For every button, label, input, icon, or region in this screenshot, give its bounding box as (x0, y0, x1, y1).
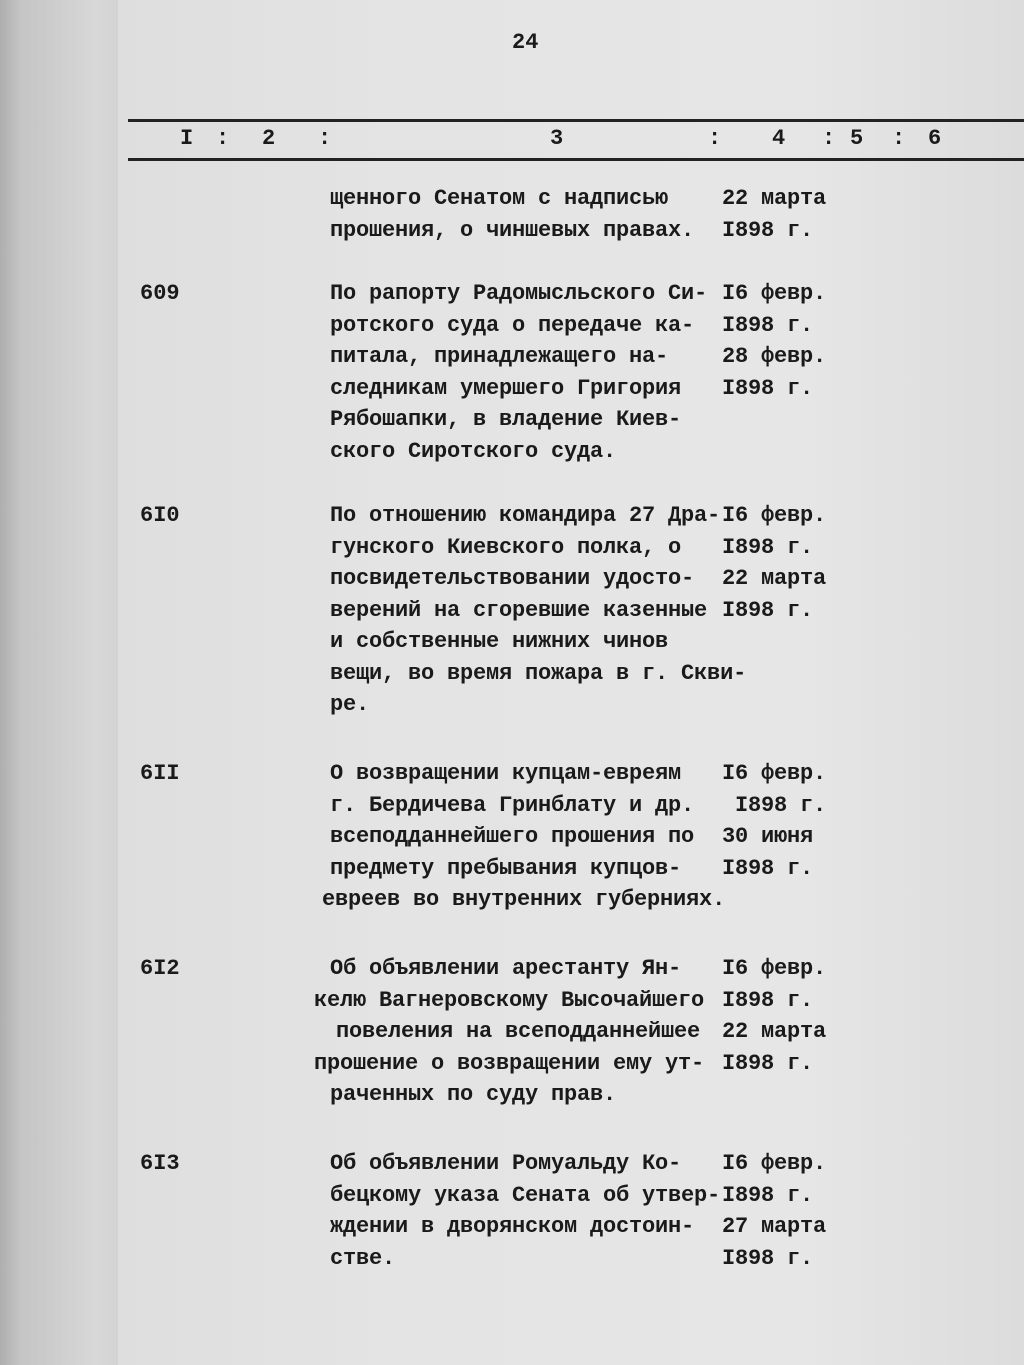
entry-date: I6 февр. (722, 1151, 827, 1176)
column-separator: : (216, 126, 230, 151)
entry-date: I898 г. (722, 217, 814, 243)
entry-description: бецкому указа Сената об утвер- (330, 1182, 721, 1208)
entry-description: стве. (330, 1245, 396, 1271)
entry-date: I6 февр. (722, 281, 827, 306)
column-header: 4 (772, 126, 786, 151)
entry-date: I898 г. (722, 1050, 814, 1076)
entry-date: 22 марта (722, 186, 827, 211)
entry-description: щенного Сенатом с надписью (330, 186, 669, 211)
entry-date: I898 г. (722, 534, 814, 560)
entry-date: I898 г. (722, 855, 814, 881)
entry-date: 22 марта (722, 566, 827, 591)
entry-date: I6 февр. (722, 761, 827, 786)
entry-description: Рябошапки, в владение Киев- (330, 407, 682, 432)
entry-date: I898 г. (722, 792, 827, 818)
header-top-rule (128, 119, 1024, 122)
entry-date: I898 г. (722, 1182, 814, 1208)
entry-description: ре. (330, 692, 370, 717)
entry-date: I898 г. (722, 375, 814, 401)
entry-date: 27 марта (722, 1214, 827, 1239)
entry-description: посвидетельствовании удосто- (330, 566, 695, 591)
entry-date: I898 г. (722, 312, 814, 338)
entry-date: I898 г. (722, 1245, 814, 1271)
entry-description: ротского суда о передаче ка- (330, 312, 695, 338)
entry-description: верений на сгоревшие казенные (330, 597, 708, 623)
page-number: 24 (512, 30, 539, 55)
entry-description: прошения, о чиншевых правах. (330, 217, 695, 243)
entry-description: следникам умершего Григория (330, 375, 682, 401)
entry-description: г. Бердичева Гринблату и др. (330, 792, 695, 818)
entry-description: и собственные нижних чинов (330, 629, 669, 654)
entry-description: Об объявлении арестанту Ян- (330, 956, 682, 981)
column-separator: : (892, 126, 906, 151)
column-header: I (180, 126, 194, 151)
column-separator: : (318, 126, 332, 151)
entry-number: 6I2 (140, 956, 180, 981)
column-separator: : (708, 126, 722, 151)
column-header: 5 (850, 126, 864, 151)
entry-description: всеподданнейшего прошения по (330, 824, 695, 849)
entry-description: предмету пребывания купцов- (330, 855, 682, 881)
entry-description: прошение о возвращении ему ут- (314, 1050, 705, 1076)
entry-description: Об объявлении Ромуальду Ко- (330, 1151, 682, 1176)
entry-description: повеления на всеподданнейшее (336, 1019, 701, 1044)
column-header: 2 (262, 126, 276, 151)
entry-description: келю Вагнеровскому Высочайшего (314, 987, 705, 1013)
entry-number: 6I3 (140, 1151, 180, 1176)
column-header: 6 (928, 126, 942, 151)
entry-description: По рапорту Радомысльского Си- (330, 281, 708, 306)
entry-number: 6I0 (140, 503, 180, 528)
header-bottom-rule (128, 158, 1024, 161)
entry-description: гунского Киевского полка, о (330, 534, 682, 560)
entry-description: О возвращении купцам-евреям (330, 761, 682, 786)
entry-number: 609 (140, 281, 180, 306)
entry-description: ждении в дворянском достоин- (330, 1214, 695, 1239)
entry-date: I898 г. (722, 597, 814, 623)
entry-date: I6 февр. (722, 956, 827, 981)
entry-description: евреев во внутренних губерниях. (322, 887, 726, 912)
entry-description: вещи, во время пожара в г. Скви- (330, 660, 747, 686)
entry-description: питала, принадлежащего на- (330, 344, 669, 369)
entry-description: По отношению командира 27 Дра- (330, 503, 721, 528)
entry-date: 22 марта (722, 1019, 827, 1044)
column-header: 3 (550, 126, 564, 151)
entry-number: 6II (140, 761, 180, 786)
entry-description: раченных по суду прав. (330, 1082, 617, 1107)
page-binding-shadow (0, 0, 118, 1365)
entry-date: I6 февр. (722, 503, 827, 528)
entry-date: 30 июня (722, 824, 814, 849)
entry-description: ского Сиротского суда. (330, 438, 617, 464)
entry-date: 28 февр. (722, 344, 827, 369)
column-separator: : (822, 126, 836, 151)
entry-date: I898 г. (722, 987, 814, 1013)
